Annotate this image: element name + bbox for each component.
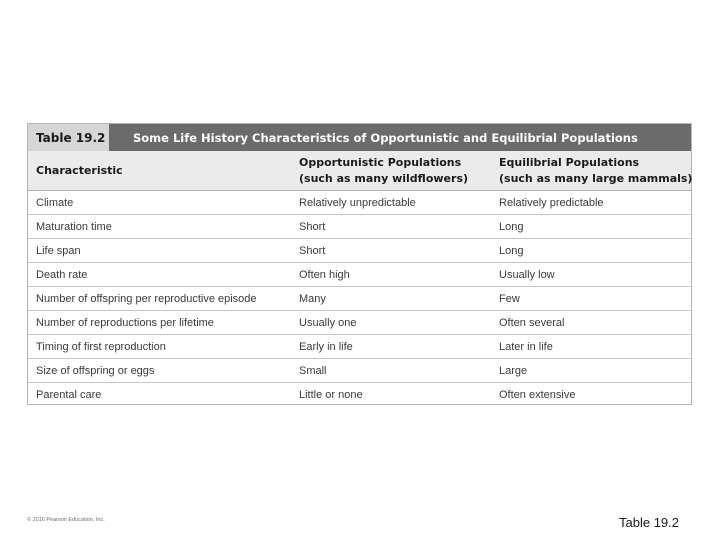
table-row: [28, 287, 691, 311]
cell-characteristic: Size of offspring or eggs: [36, 365, 155, 377]
cell-opportunistic: Relatively unpredictable: [299, 197, 416, 209]
header-opportunistic-line2: (such as many wildflowers): [299, 172, 469, 185]
table-title-bar: [28, 124, 691, 151]
cell-characteristic: Parental care: [36, 389, 102, 401]
cell-characteristic: Timing of first reproduction: [36, 341, 166, 353]
table-row: [28, 263, 691, 287]
cell-opportunistic: Short: [299, 245, 326, 257]
cell-equilibrial: Long: [499, 245, 524, 257]
table-title: Some Life History Characteristics of Opportunistic and Equilibrial Populations: [133, 130, 638, 145]
cell-opportunistic: Many: [299, 293, 326, 305]
cell-opportunistic: Little or none: [299, 389, 363, 401]
table-row: [28, 383, 691, 407]
cell-equilibrial: Relatively predictable: [499, 197, 604, 209]
header-equilibrial-line1: Equilibrial Populations: [499, 156, 640, 169]
cell-equilibrial: Later in life: [499, 341, 553, 353]
copyright-notice: © 2016 Pearson Education, Inc.: [27, 517, 105, 523]
header-characteristic: Characteristic: [36, 164, 123, 177]
table-row: [28, 359, 691, 383]
cell-equilibrial: Few: [499, 293, 520, 305]
header-equilibrial: [499, 155, 692, 187]
cell-characteristic: Maturation time: [36, 221, 112, 233]
cell-equilibrial: Often extensive: [499, 389, 576, 401]
table-row: [28, 239, 691, 263]
life-history-table: [27, 123, 692, 405]
slide-caption: Table 19.2: [619, 515, 679, 530]
cell-opportunistic: Short: [299, 221, 326, 233]
cell-equilibrial: Large: [499, 365, 528, 377]
cell-characteristic: Number of offspring per reproductive episode: [36, 293, 257, 305]
cell-opportunistic: Often high: [299, 269, 350, 281]
table-row: [28, 215, 691, 239]
table-row: [28, 191, 691, 215]
table-header-row: [28, 151, 691, 191]
cell-equilibrial: Long: [499, 221, 524, 233]
cell-equilibrial: Often several: [499, 317, 565, 329]
cell-opportunistic: Small: [299, 365, 327, 377]
cell-opportunistic: Early in life: [299, 341, 353, 353]
cell-characteristic: Death rate: [36, 269, 88, 281]
table-row: [28, 335, 691, 359]
cell-characteristic: Number of reproductions per lifetime: [36, 317, 214, 329]
table-number-label: Table 19.2: [28, 124, 109, 151]
table-row: [28, 311, 691, 335]
header-opportunistic-line1: Opportunistic Populations: [299, 156, 462, 169]
header-opportunistic: [299, 155, 468, 187]
cell-characteristic: Life span: [36, 245, 81, 257]
cell-opportunistic: Usually one: [299, 317, 357, 329]
header-equilibrial-line2: (such as many large mammals): [499, 172, 693, 185]
table-body: [28, 191, 691, 407]
cell-equilibrial: Usually low: [499, 269, 555, 281]
cell-characteristic: Climate: [36, 197, 74, 209]
